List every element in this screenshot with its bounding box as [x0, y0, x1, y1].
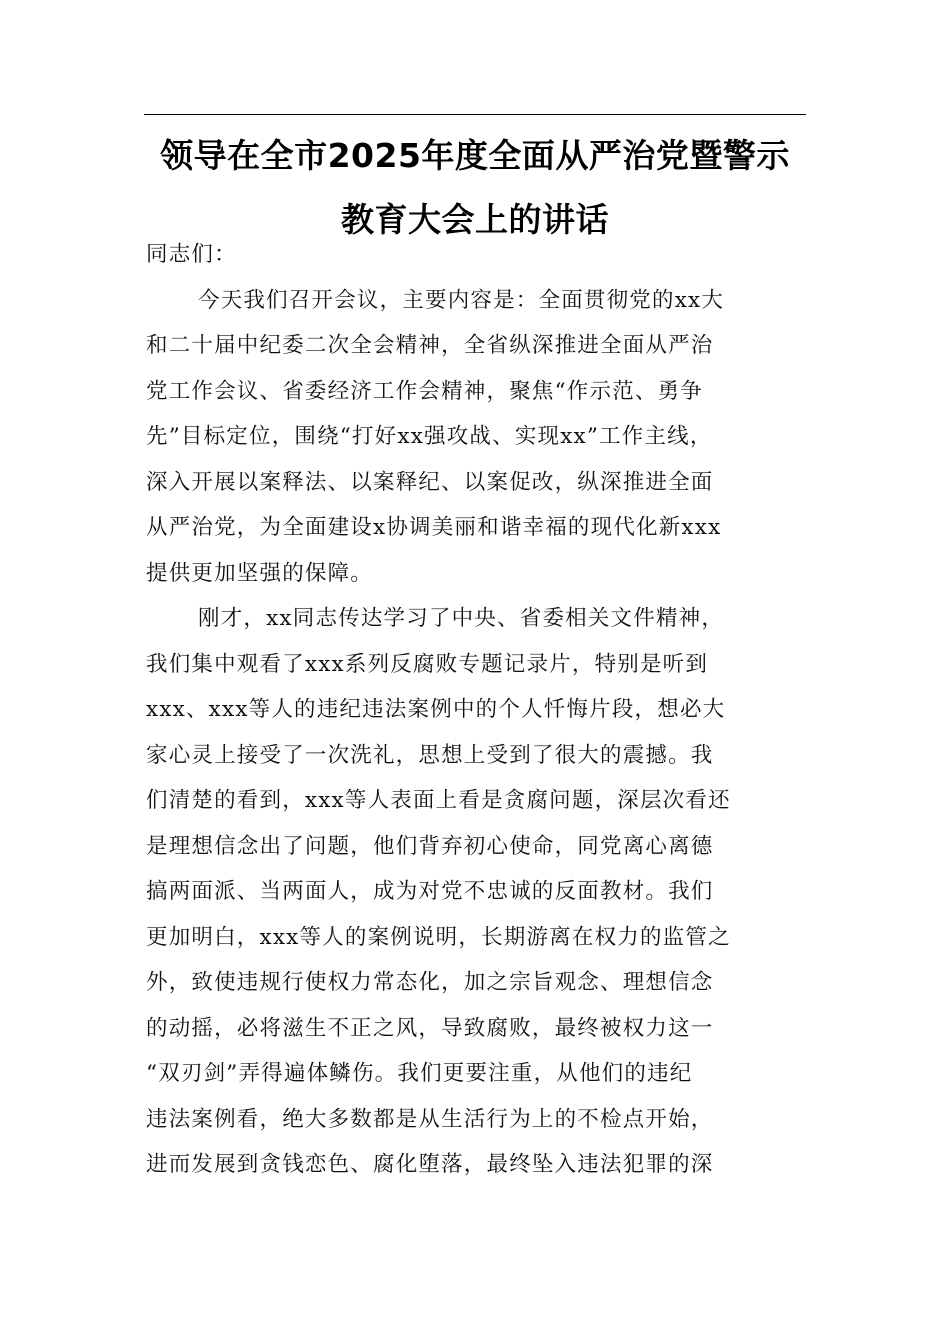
title-line-2: 教育大会上的讲话: [341, 200, 609, 239]
title-top-rule: [144, 114, 806, 115]
paragraph-line: 们清楚的看到，xxx等人表面上看是贪腐问题，深层次看还: [146, 788, 731, 813]
paragraph-line: 深入开展以案释法、以案释纪、以案促改，纵深推进全面: [146, 469, 714, 495]
paragraph-line: 搞两面派、当两面人，成为对党不忠诚的反面教材。我们: [146, 879, 714, 904]
paragraph-line: 和二十届中纪委二次全会精神，全省纵深推进全面从严治: [146, 333, 714, 358]
paragraph-line: 的动摇，必将滋生不正之风，导致腐败，最终被权力这一: [146, 1015, 714, 1041]
paragraph-line: 更加明白，xxx等人的案例说明，长期游离在权力的监管之: [146, 924, 731, 950]
salutation: 同志们：: [146, 242, 237, 267]
paragraph-line: 党工作会议、省委经济工作会精神，聚焦“作示范、勇争: [146, 378, 703, 404]
paragraph-line: 家心灵上接受了一次洗礼，思想上受到了很大的震撼。我: [146, 742, 714, 768]
paragraph-line: 刚才，xx同志传达学习了中央、省委相关文件精神，: [198, 606, 725, 631]
paragraph-line: 我们集中观看了xxx系列反腐败专题记录片，特别是听到: [146, 651, 709, 677]
paragraph-line: 是理想信念出了问题，他们背弃初心使命，同党离心离德: [146, 833, 714, 859]
paragraph-2: [146, 596, 810, 1188]
document-body: [146, 232, 810, 1188]
paragraph-line: 外，致使违规行使权力常态化，加之宗旨观念、理想信念: [146, 970, 714, 995]
paragraph-line: 今天我们召开会议，主要内容是：全面贯彻党的xx大: [198, 287, 725, 313]
paragraph-line: 先”目标定位，围绕“打好xx强攻战、实现xx”工作主线，: [146, 424, 713, 449]
paragraph-1: [146, 278, 810, 597]
paragraph-line: “双刃剑”弄得遍体鳞伤。我们更要注重，从他们的违纪: [146, 1061, 693, 1086]
paragraph-line: 违法案例看，绝大多数都是从生活行为上的不检点开始，: [146, 1106, 714, 1132]
paragraph-line: 从严治党，为全面建设x协调美丽和谐幸福的现代化新xxx: [146, 515, 722, 540]
paragraph-line: 提供更加坚强的保障。: [146, 560, 374, 586]
paragraph-line: xxx、xxx等人的违纪违法案例中的个人忏悔片段，想必大: [146, 697, 726, 722]
title-line-1: 领导在全市2025年度全面从严治党暨警示: [160, 136, 790, 175]
paragraph-line: 进而发展到贪钱恋色、腐化堕落，最终坠入违法犯罪的深: [146, 1152, 714, 1177]
